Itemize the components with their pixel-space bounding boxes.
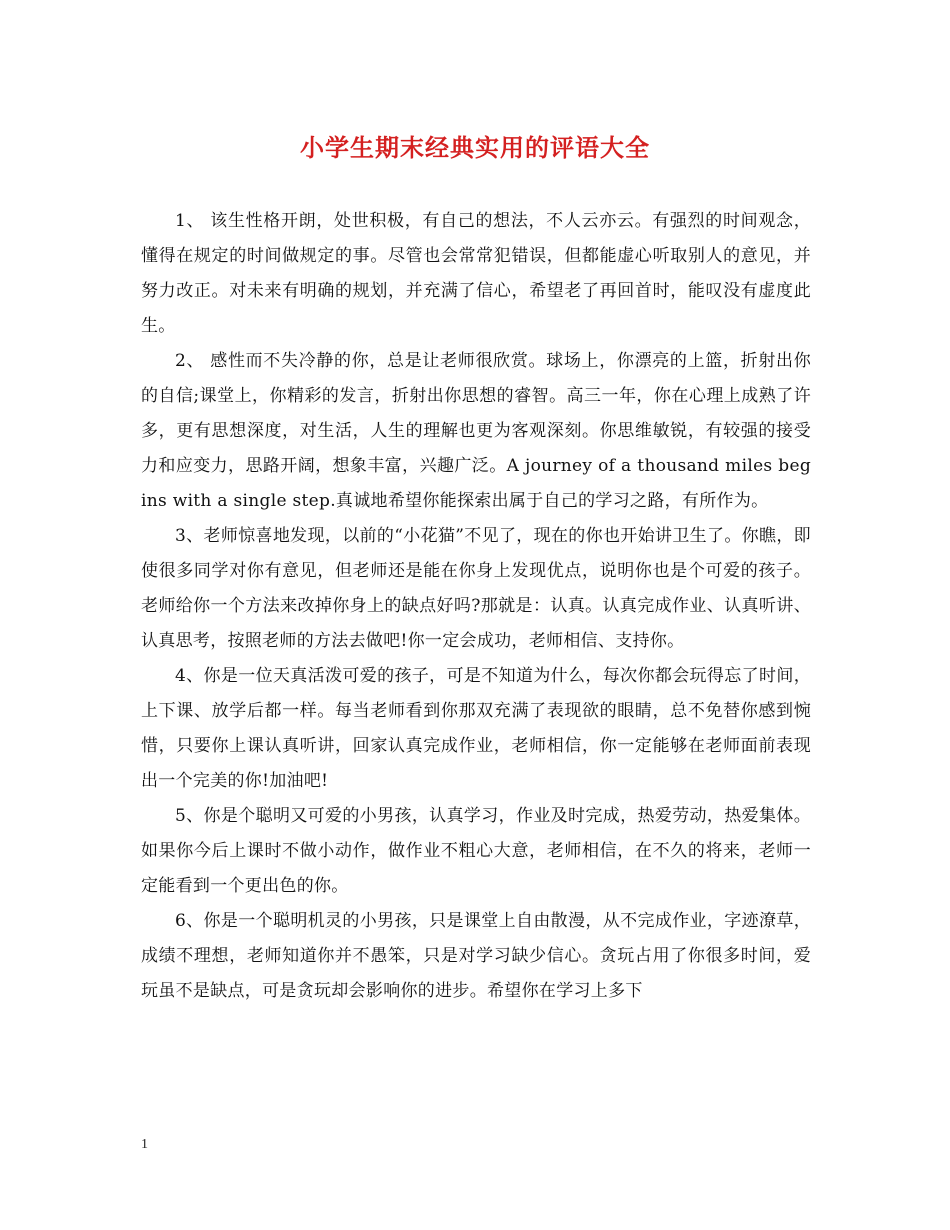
document-title: 小学生期末经典实用的评语大全 xyxy=(300,134,650,162)
paragraph-1: 1、 该生性格开朗，处世积极，有自己的想法，不人云亦云。有强烈的时间观念，懂得在规定的时间做规定的事。尽管也会常常犯错误，但都能虚心听取别人的意见，并努力改正。对未来有明确的规划，并充满了信心，希望老了再回首时，能叹没有虚度此生。 xyxy=(141,211,811,336)
paragraph-3: 3、老师惊喜地发现，以前的“小花猫”不见了，现在的你也开始讲卫生了。你瞧，即使很多同学对你有意见，但老师还是能在你身上发现优点，说明你也是个可爱的孩子。老师给你一个方法来改掉你身上的缺点好吗?那就是：认真。认真完成作业、认真听讲、认真思考，按照老师的方法去做吧!你一定会成功，老师相信、支持你。 xyxy=(141,526,811,651)
paragraph-4: 4、你是一位天真活泼可爱的孩子，可是不知道为什么，每次你都会玩得忘了时间，上下课、放学后都一样。每当老师看到你那双充满了表现欲的眼睛，总不免替你感到惋惜，只要你上课认真听讲，回家认真完成作业，老师相信，你一定能够在老师面前表现出一个完美的你!加油吧! xyxy=(141,666,811,791)
document-body xyxy=(141,204,811,1009)
paragraph-2: 2、 感性而不失冷静的你，总是让老师很欣赏。球场上，你漂亮的上篮，折射出你的自信;课堂上，你精彩的发言，折射出你思想的睿智。高三一年，你在心理上成熟了许多，更有思想深度，对生活，人生的理解也更为客观深刻。你思维敏锐，有较强的接受力和应变力，思路开阔，想象丰富，兴趣广泛。A journey of a thousand miles begins with a single step.真诚地希望你能探索出属于自己的学习之路，有所作为。 xyxy=(141,351,811,511)
paragraph-6: 6、你是一个聪明机灵的小男孩，只是课堂上自由散漫，从不完成作业，字迹潦草，成绩不理想，老师知道你并不愚笨，只是对学习缺少信心。贪玩占用了你很多时间，爱玩虽不是缺点，可是贪玩却会影响你的进步。希望你在学习上多下 xyxy=(141,911,811,1001)
paragraph-5: 5、你是个聪明又可爱的小男孩，认真学习，作业及时完成，热爱劳动，热爱集体。如果你今后上课时不做小动作，做作业不粗心大意，老师相信，在不久的将来，老师一定能看到一个更出色的你。 xyxy=(141,806,811,896)
page-number: 1 xyxy=(141,1137,148,1152)
